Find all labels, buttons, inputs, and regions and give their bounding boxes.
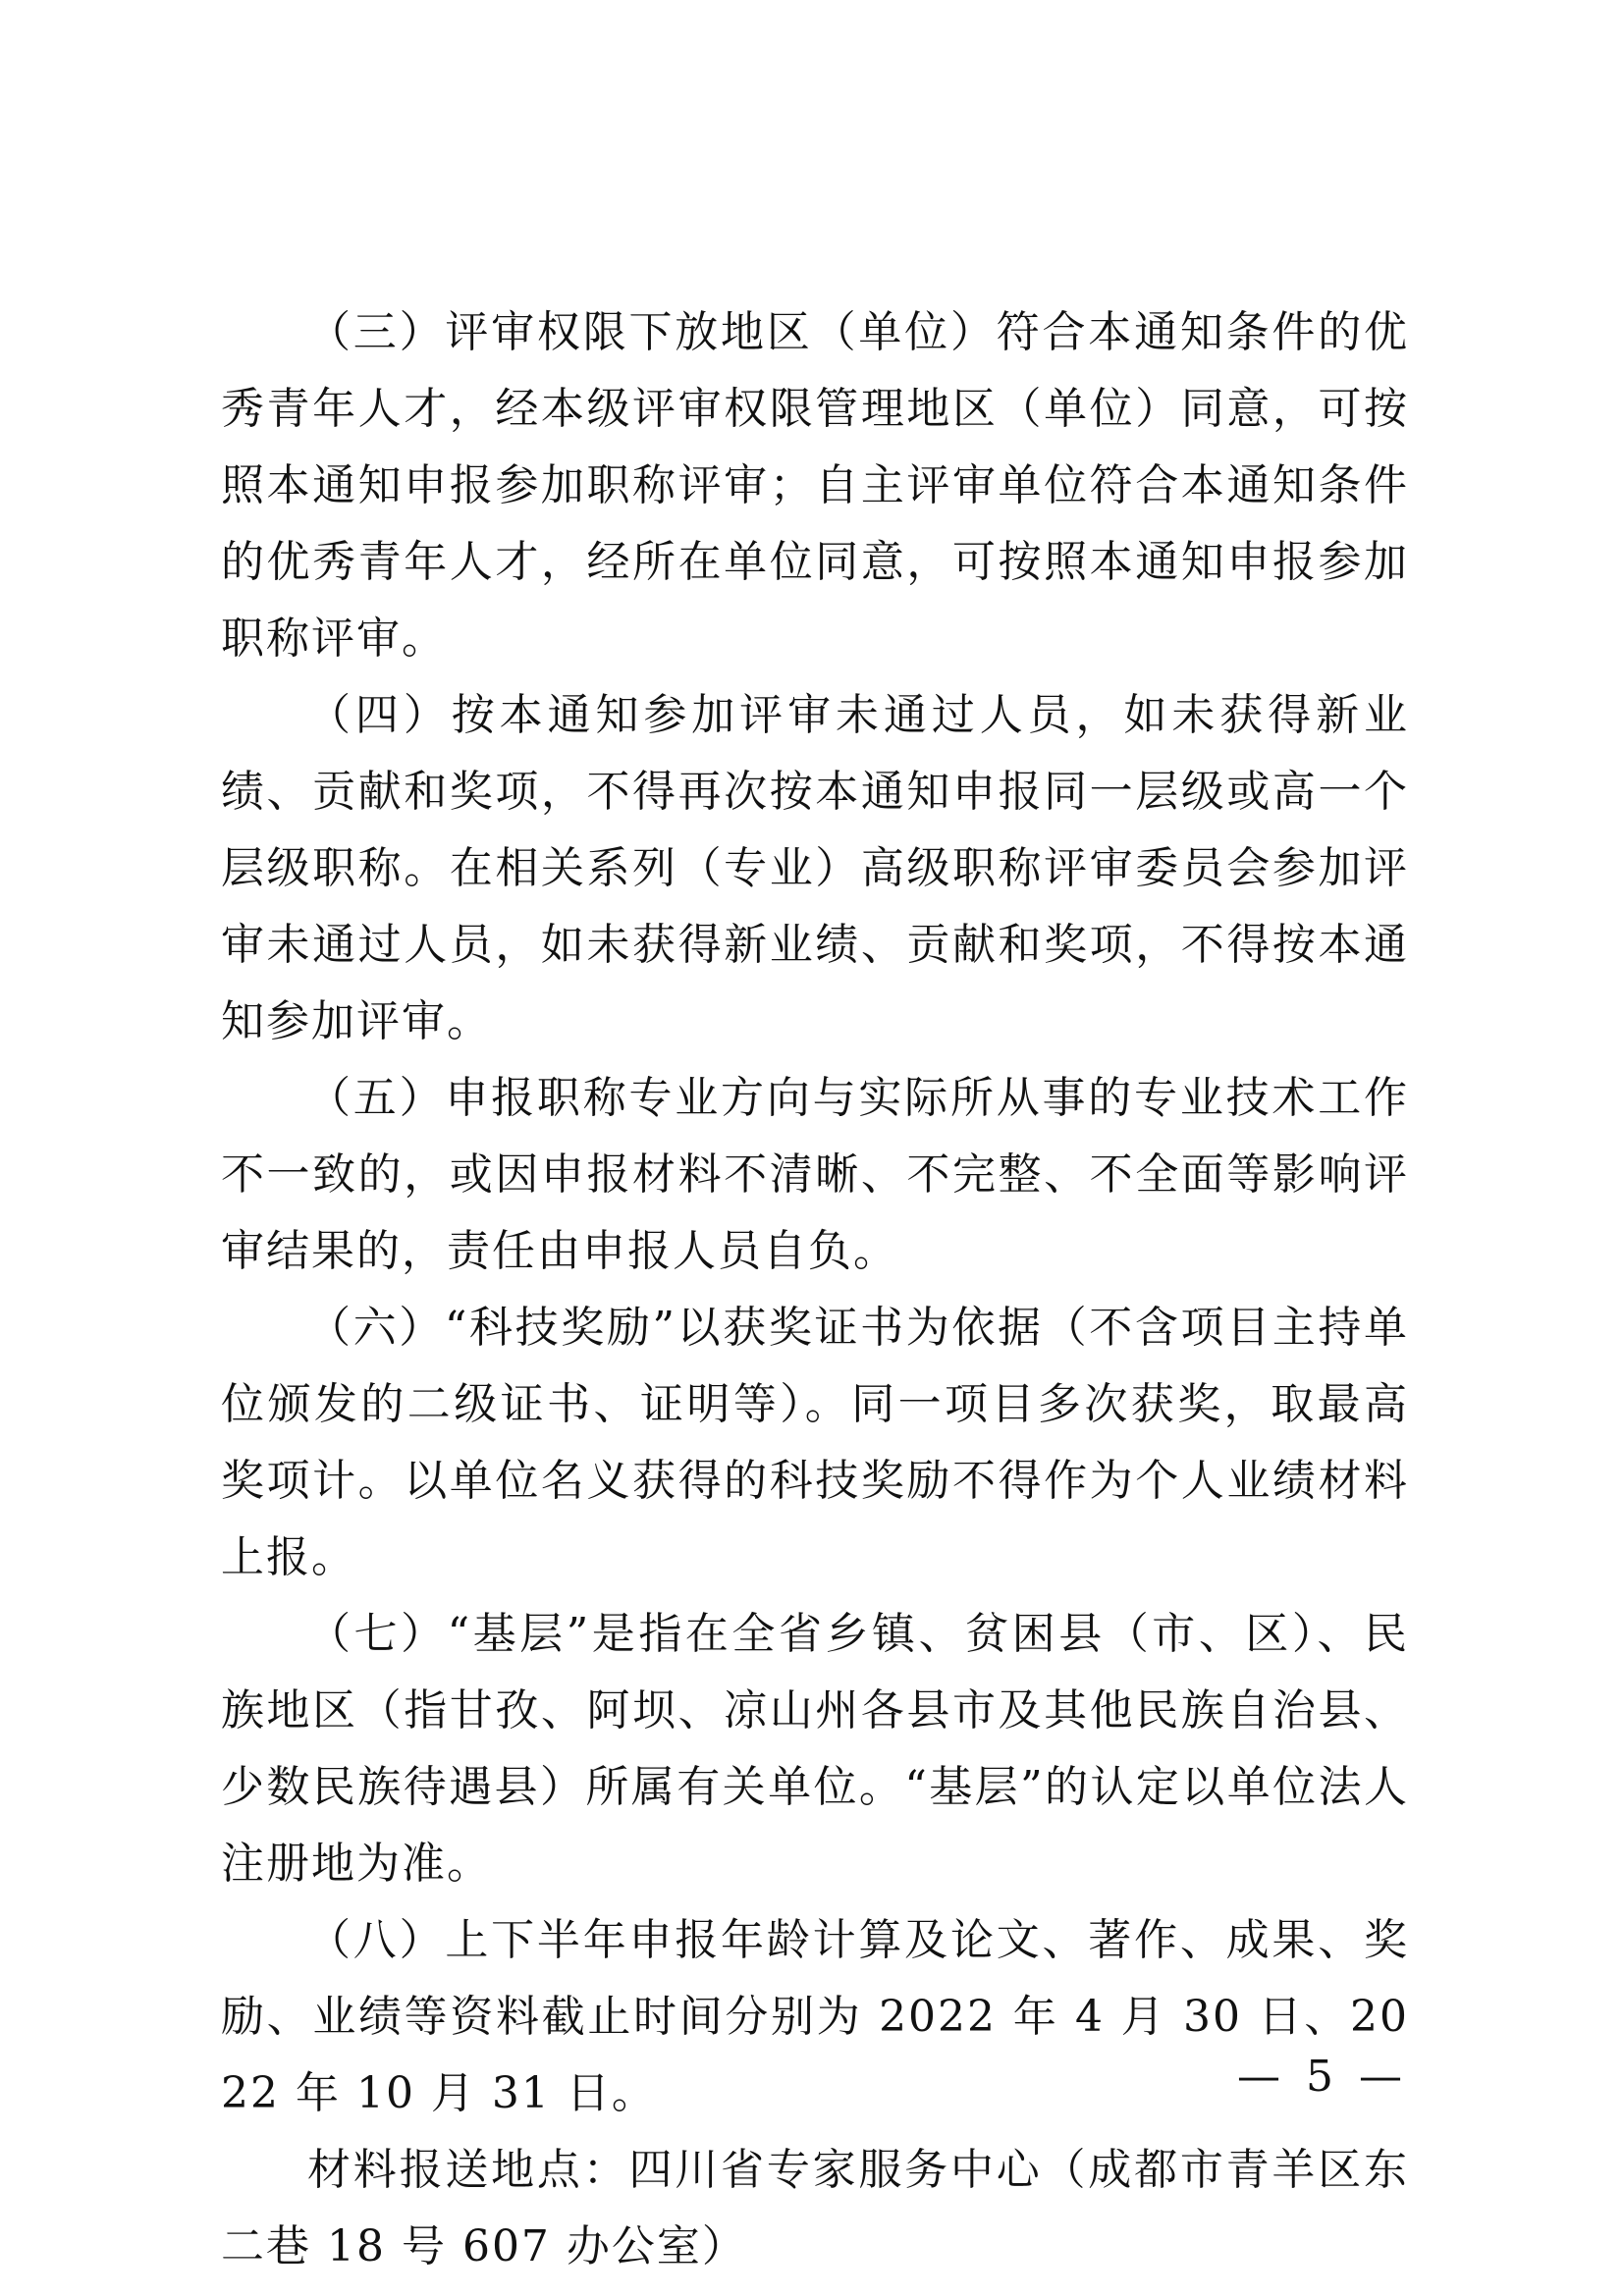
paragraph-item-6: （六）“科技奖励”以获奖证书为依据（不含项目主持单位颁发的二级证书、证明等）。同一项目多次获奖，取最高奖项计。以单位名义获得的科技奖励不得作为个人业绩材料上报。 [221,1303,1409,1582]
paragraph-item-8: （八）上下半年申报年龄计算及论文、著作、成果、奖励、业绩等资料截止时间分别为 2022 年 4 月 30 日、2022 年 10 月 31 日。 [221,1915,1409,2118]
paragraph-item-5: （五）申报职称专业方向与实际所从事的专业技术工作不一致的，或因申报材料不清晰、不完整、不全面等影响评审结果的，责任由申报人员自负。 [221,1073,1409,1276]
paragraph-item-7: （七）“基层”是指在全省乡镇、贫困县（市、区）、民族地区（指甘孜、阿坝、凉山州各县市及其他民族自治县、少数民族待遇县）所属有关单位。“基层”的认定以单位法人注册地为准。 [221,1609,1409,1889]
page-number: — 5 — [1237,2052,1408,2102]
submission-address: 材料报送地点：四川省专家服务中心（成都市青羊区东二巷 18 号 607 办公室） [221,2145,1409,2271]
paragraph-item-4: （四）按本通知参加评审未通过人员，如未获得新业绩、贡献和奖项，不得再次按本通知申报同一层级或高一个层级职称。在相关系列（专业）高级职称评审委员会参加评审未通过人员，如未获得新业绩、贡献和奖项，不得按本通知参加评审。 [221,690,1409,1046]
paragraph-item-3: （三）评审权限下放地区（单位）符合本通知条件的优秀青年人才，经本级评审权限管理地区（单位）同意，可按照本通知申报参加职称评审；自主评审单位符合本通知条件的优秀青年人才，经所在单位同意，可按照本通知申报参加职称评审。 [221,307,1409,664]
document-body [221,294,1409,2285]
